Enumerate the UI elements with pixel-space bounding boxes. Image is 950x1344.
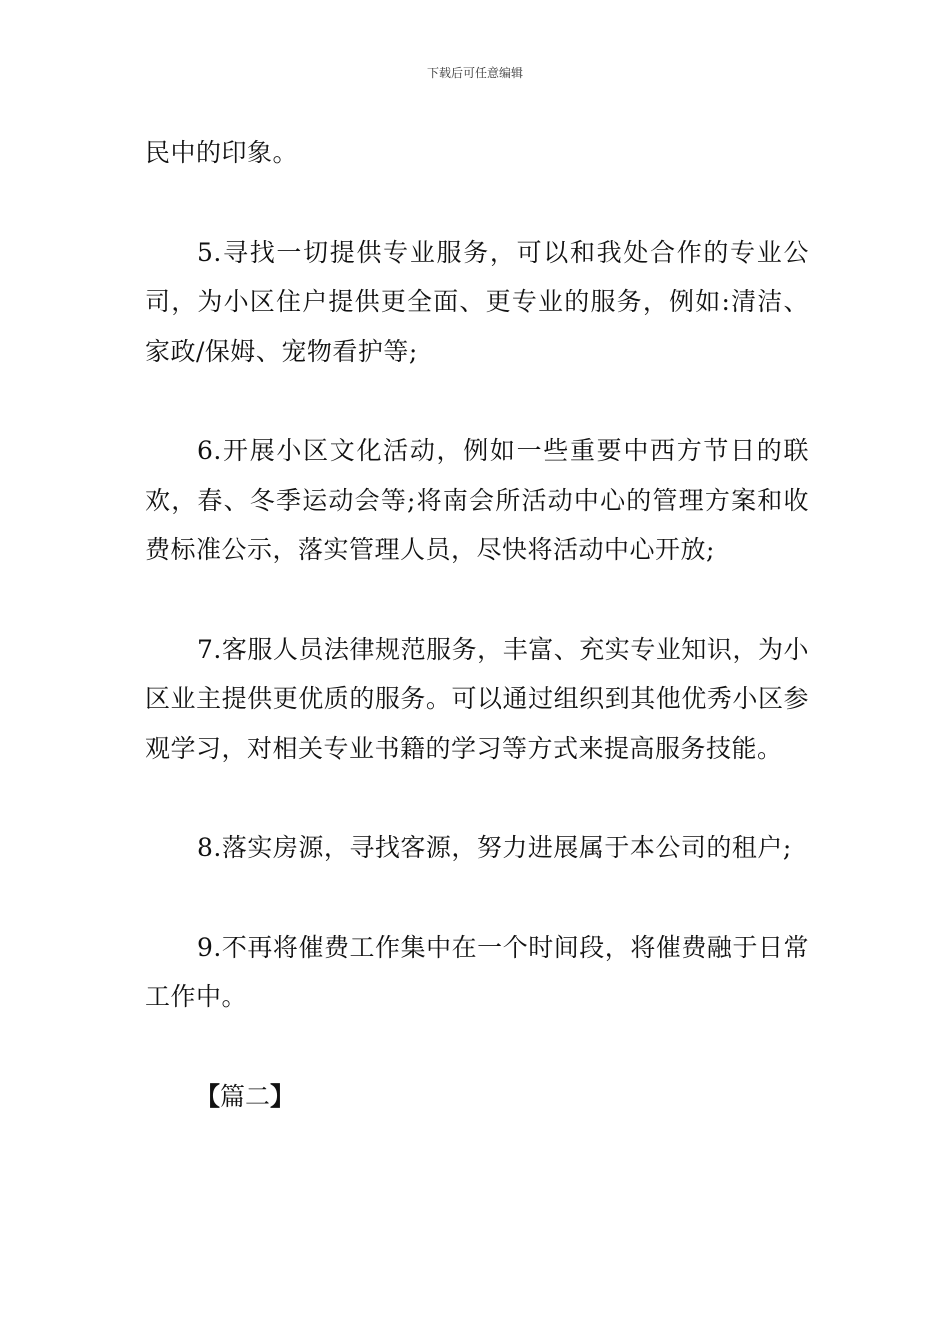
document-body xyxy=(145,128,809,1121)
paragraph-continuation: 民中的印象。 xyxy=(145,138,299,167)
paragraph-item-8: 8.落实房源，寻找客源，努力进展属于本公司的租户; xyxy=(197,833,792,862)
section-title: 篇二 xyxy=(220,1081,271,1111)
section-heading xyxy=(145,1072,809,1122)
section-bracket-open: 【 xyxy=(195,1081,221,1111)
section-bracket-close: 】 xyxy=(270,1081,296,1111)
paragraph-item-5: 5.寻找一切提供专业服务，可以和我处合作的专业公司，为小区住户提供更全面、更专业的服务，例如:清洁、家政/保姆、宠物看护等; xyxy=(145,237,809,366)
paragraph-item-7: 7.客服人员法律规范服务，丰富、充实专业知识，为小区业主提供更优质的服务。可以通过组织到其他优秀小区参观学习，对相关专业书籍的学习等方式来提高服务技能。 xyxy=(145,634,809,763)
paragraph-item-9: 9.不再将催费工作集中在一个时间段，将催费融于日常工作中。 xyxy=(145,932,809,1011)
paragraph-item-6: 6.开展小区文化活动，例如一些重要中西方节日的联欢，春、冬季运动会等;将南会所活动中心的管理方案和收费标准公示，落实管理人员，尽快将活动中心开放; xyxy=(145,436,809,564)
page-header-note: 下载后可任意编辑 xyxy=(426,66,523,80)
